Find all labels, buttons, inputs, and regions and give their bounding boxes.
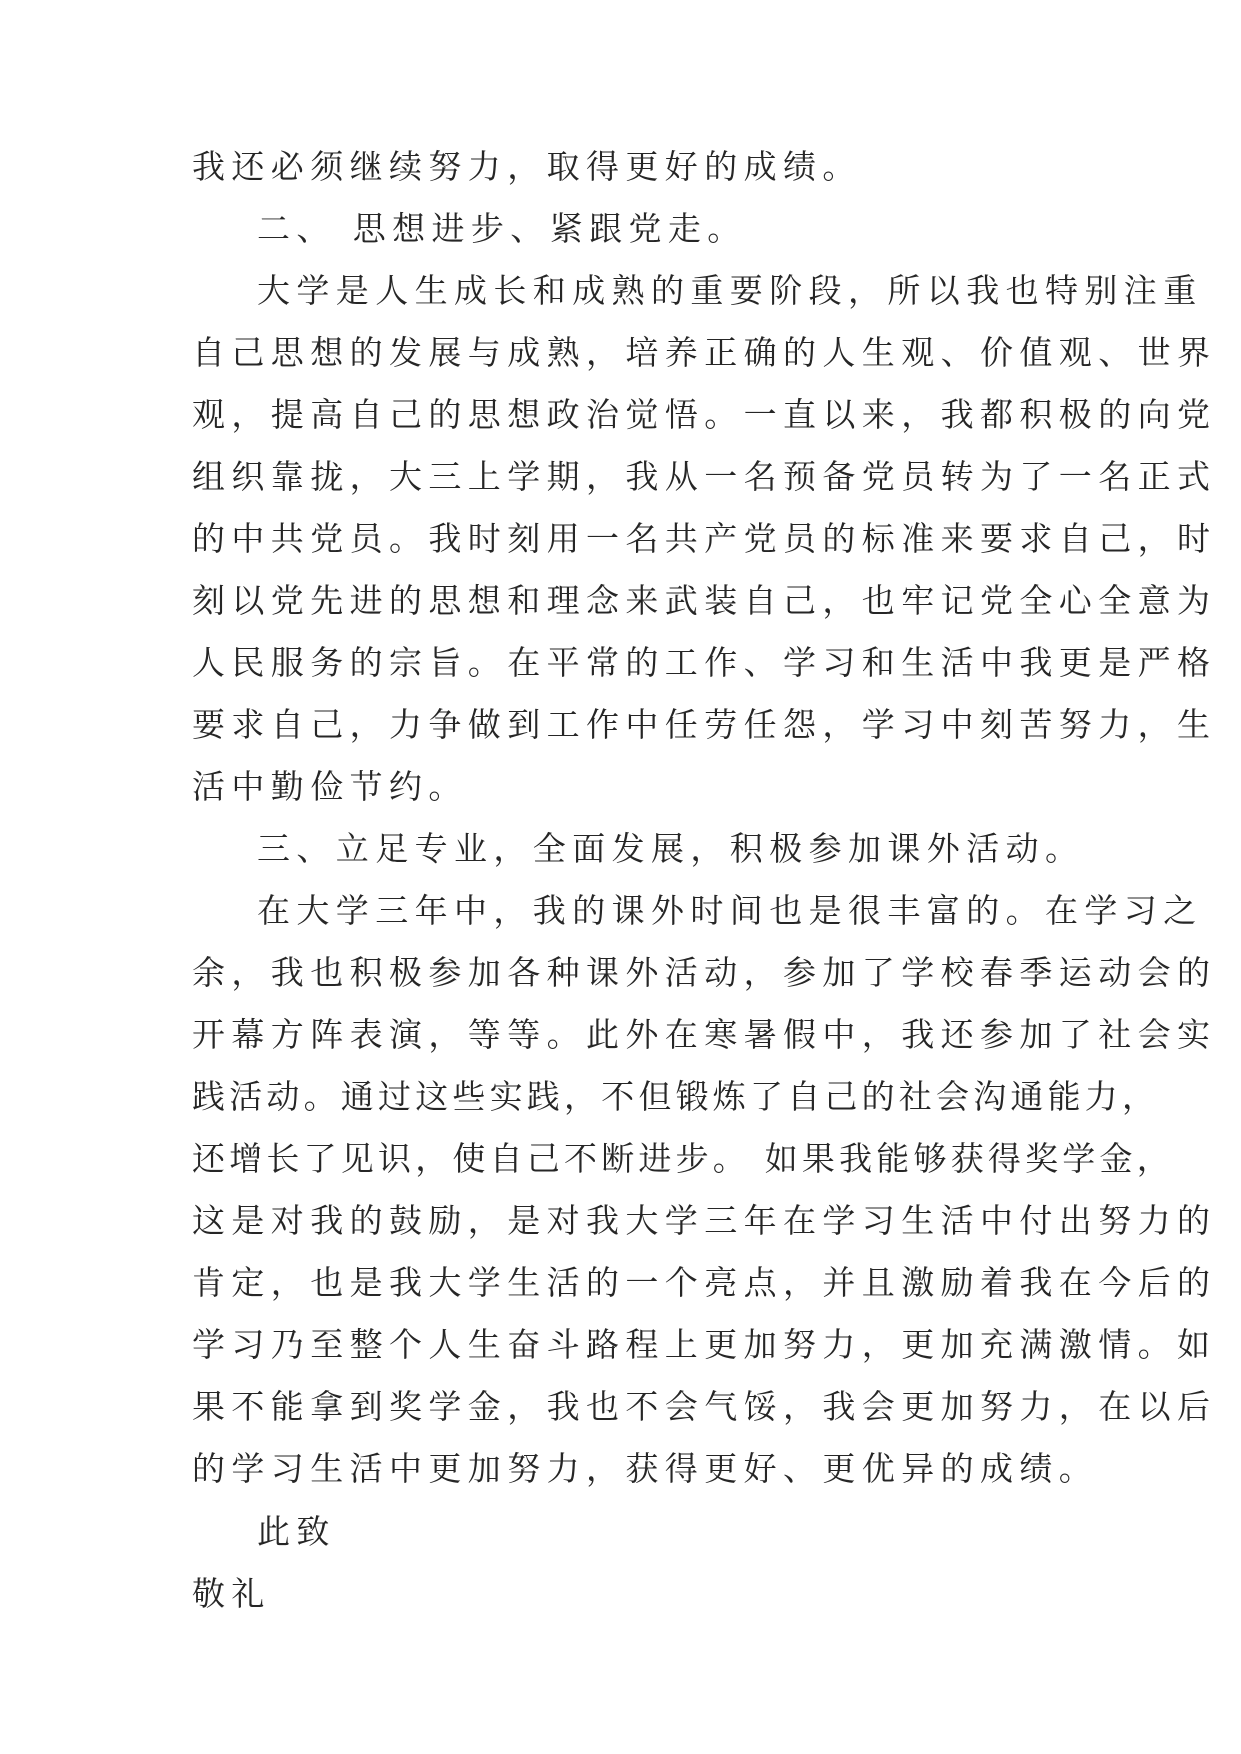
closing-regards: 敬礼 — [192, 1574, 271, 1613]
closing-salutation: 此致 — [257, 1512, 336, 1551]
section-heading-3: 三、立足专业，全面发展，积极参加课外活动。 — [257, 829, 1085, 868]
body-line: 大学是人生成长和成熟的重要阶段，所以我也特别注重 — [257, 271, 1203, 310]
body-line: 人民服务的宗旨。在平常的工作、学习和生活中我更是严格 — [192, 643, 1217, 682]
body-line: 肯定，也是我大学生活的一个亮点，并且激励着我在今后的 — [192, 1263, 1217, 1302]
body-line: 学习乃至整个人生奋斗路程上更加努力，更加充满激情。如 — [192, 1325, 1217, 1364]
body-line: 要求自己，力争做到工作中任劳任怨，学习中刻苦努力，生 — [192, 705, 1217, 744]
body-line: 刻以党先进的思想和理念来武装自己，也牢记党全心全意为 — [192, 581, 1217, 620]
paragraph-closing-line: 我还必须继续努力，取得更好的成绩。 — [192, 147, 862, 186]
body-line: 这是对我的鼓励，是对我大学三年在学习生活中付出努力的 — [192, 1201, 1217, 1240]
body-line: 的中共党员。我时刻用一名共产党员的标准来要求自己，时 — [192, 519, 1217, 558]
body-line: 践活动。通过这些实践，不但锻炼了自己的社会沟通能力， — [192, 1077, 1160, 1116]
body-line: 开幕方阵表演，等等。此外在寒暑假中，我还参加了社会实 — [192, 1015, 1217, 1054]
section-heading-2: 二、 思想进步、紧跟党走。 — [257, 209, 747, 248]
body-line: 自己思想的发展与成熟，培养正确的人生观、价值观、世界 — [192, 333, 1217, 372]
body-line: 组织靠拢，大三上学期，我从一名预备党员转为了一名正式 — [192, 457, 1217, 496]
body-line: 余，我也积极参加各种课外活动，参加了学校春季运动会的 — [192, 953, 1217, 992]
body-line: 还增长了见识，使自己不断进步。 如果我能够获得奖学金， — [192, 1139, 1174, 1178]
body-line: 的学习生活中更加努力，获得更好、更优异的成绩。 — [192, 1449, 1099, 1488]
body-line: 观，提高自己的思想政治觉悟。一直以来，我都积极的向党 — [192, 395, 1217, 434]
body-line: 活中勤俭节约。 — [192, 767, 468, 806]
body-line: 果不能拿到奖学金，我也不会气馁，我会更加努力，在以后 — [192, 1387, 1217, 1426]
body-line: 在大学三年中，我的课外时间也是很丰富的。在学习之 — [257, 891, 1203, 930]
